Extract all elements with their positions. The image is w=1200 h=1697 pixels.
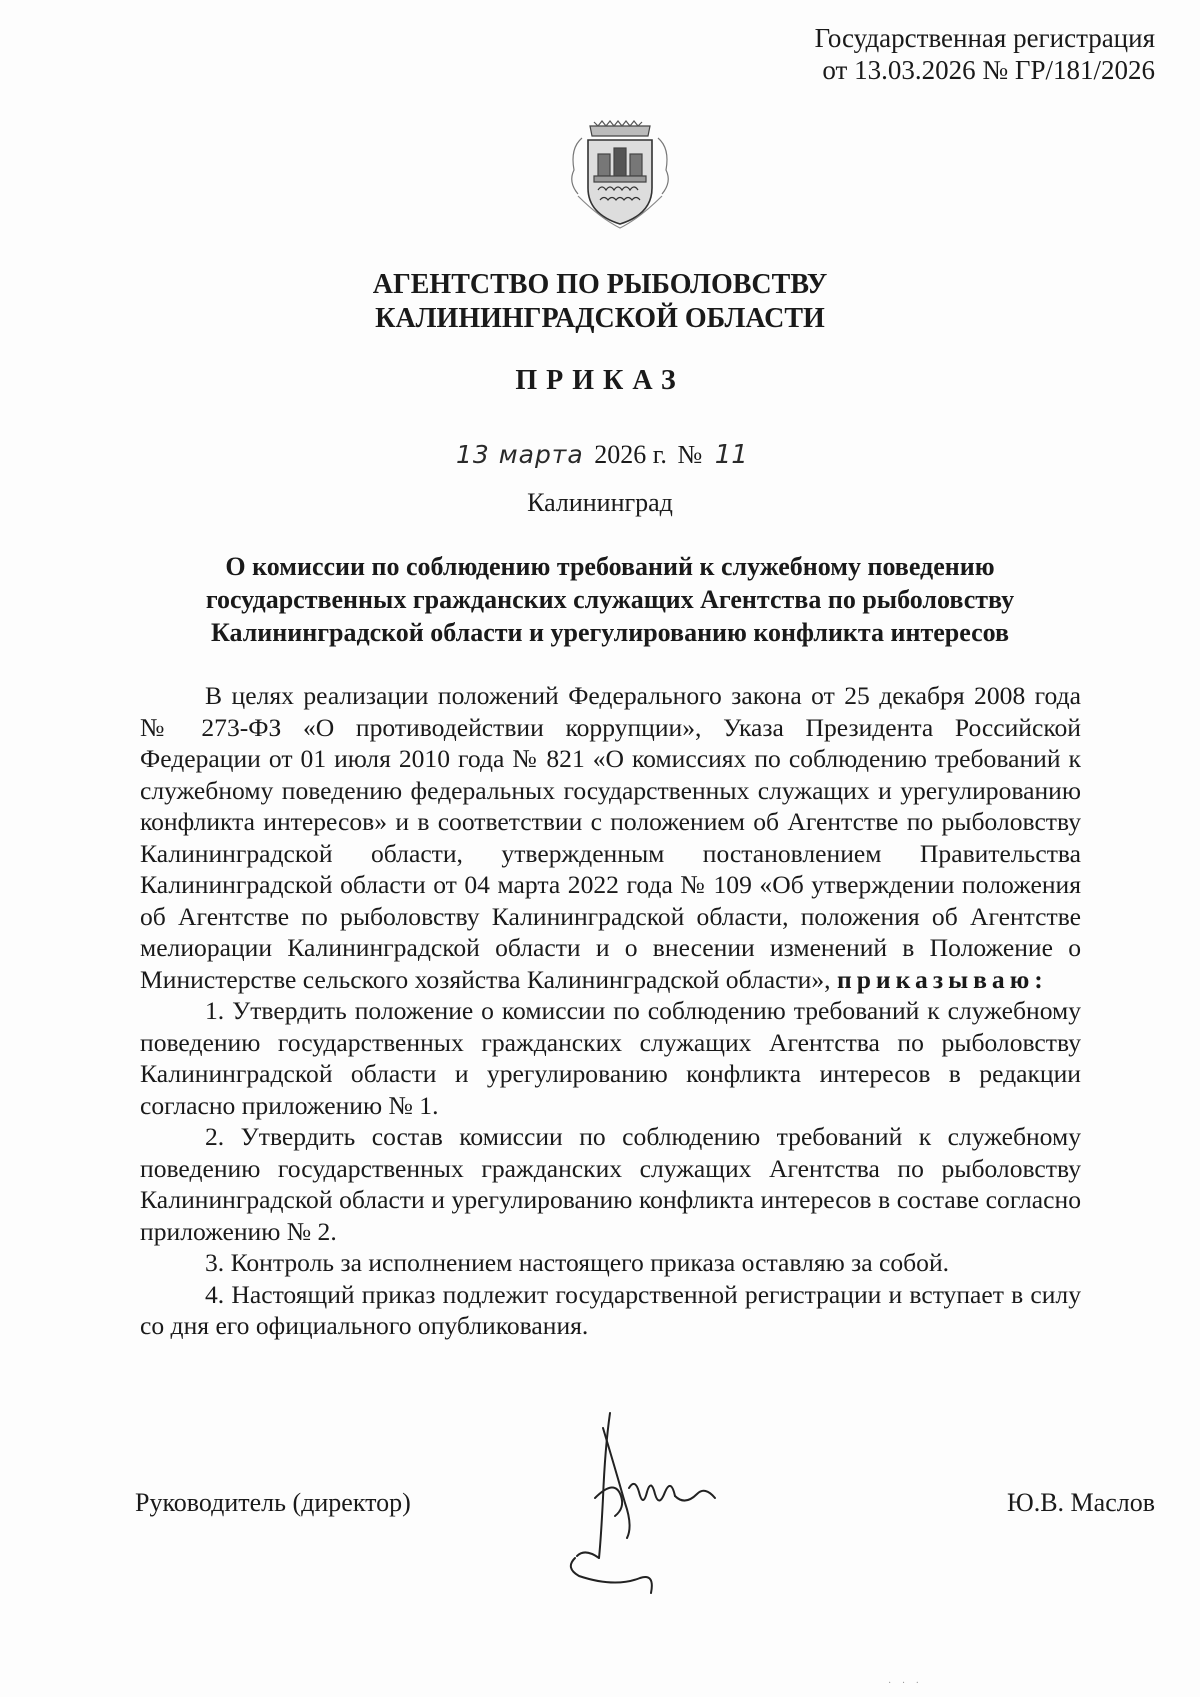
order-title: ПРИКАЗ <box>515 365 685 396</box>
registration-line-1: Государственная регистрация <box>814 23 1155 53</box>
agency-line-1: АГЕНТСТВО ПО РЫБОЛОВСТВУ <box>372 269 828 300</box>
preamble-text: В целях реализации положений Федерального закона от 25 декабря 2008 года № 273-ФЗ «О противодействии коррупции», Указа Президента Российской Федерации от 01 июля 2010 года № 821 «О комиссиях по соблюдению требований к служебному поведению федеральных государственных служащих и урегулированию конфликта интересов» и в соответствии с положением об Агентстве по рыболовству Калининградской области, утвержденным постановлением Правительства Калининградской области от 04 марта 2022 года № 109 «Об утверждении положения об Агентстве по рыболовству Калининградской области, положения об Агентстве мелиорации Калининградской области и о внесении изменений в Положение о Министерстве сельского хозяйства Калининградской области», <box>140 681 1081 994</box>
order-word: приказываю: <box>836 964 1048 994</box>
signature-icon <box>555 1408 785 1598</box>
registration-stamp <box>815 22 1155 86</box>
order-date-line <box>456 440 748 470</box>
coat-of-arms-icon <box>560 118 680 230</box>
order-item-1: 1. Утвердить положение о комиссии по соблюдению требований к служебному поведению государственных гражданских служащих Агентства по рыболовству Калининградской области и урегулированию конфликта интересов в редакции согласно приложению № 1. <box>140 996 1081 1120</box>
agency-line-2: КАЛИНИНГРАДСКОЙ ОБЛАСТИ <box>375 303 825 334</box>
printed-year: 2026 г. <box>594 440 667 469</box>
subject-line-3: Калининградской области и урегулированию конфликта интересов <box>210 618 1010 647</box>
city: Калининград <box>527 488 673 517</box>
page-dots: · · · <box>888 1678 923 1689</box>
handwritten-date: 13 марта <box>456 440 584 469</box>
order-subject <box>140 550 1080 649</box>
agency-name <box>0 268 1200 336</box>
subject-line-2: государственных гражданских служащих Агентства по рыболовству <box>205 585 1015 614</box>
number-sign: № <box>677 440 703 469</box>
order-item-3: 3. Контроль за исполнением настоящего приказа оставляю за собой. <box>205 1248 950 1277</box>
order-body <box>140 680 1081 1342</box>
registration-line-2: от 13.03.2026 № ГР/181/2026 <box>822 55 1155 85</box>
handwritten-number: 11 <box>714 440 748 470</box>
subject-line-1: О комиссии по соблюдению требований к служебному поведению <box>225 552 995 581</box>
signer-name: Ю.В. Маслов <box>1006 1488 1155 1517</box>
order-item-4: 4. Настоящий приказ подлежит государственной регистрации и вступает в силу со дня его официального опубликования. <box>140 1279 1081 1340</box>
preamble-paragraph <box>140 680 1081 995</box>
order-item-2: 2. Утвердить состав комиссии по соблюдению требований к служебному поведению государственных гражданских служащих Агентства по рыболовству Калининградской области и урегулированию конфликта интересов в составе согласно приложению № 2. <box>140 1122 1081 1246</box>
signer-title: Руководитель (директор) <box>135 1488 411 1517</box>
